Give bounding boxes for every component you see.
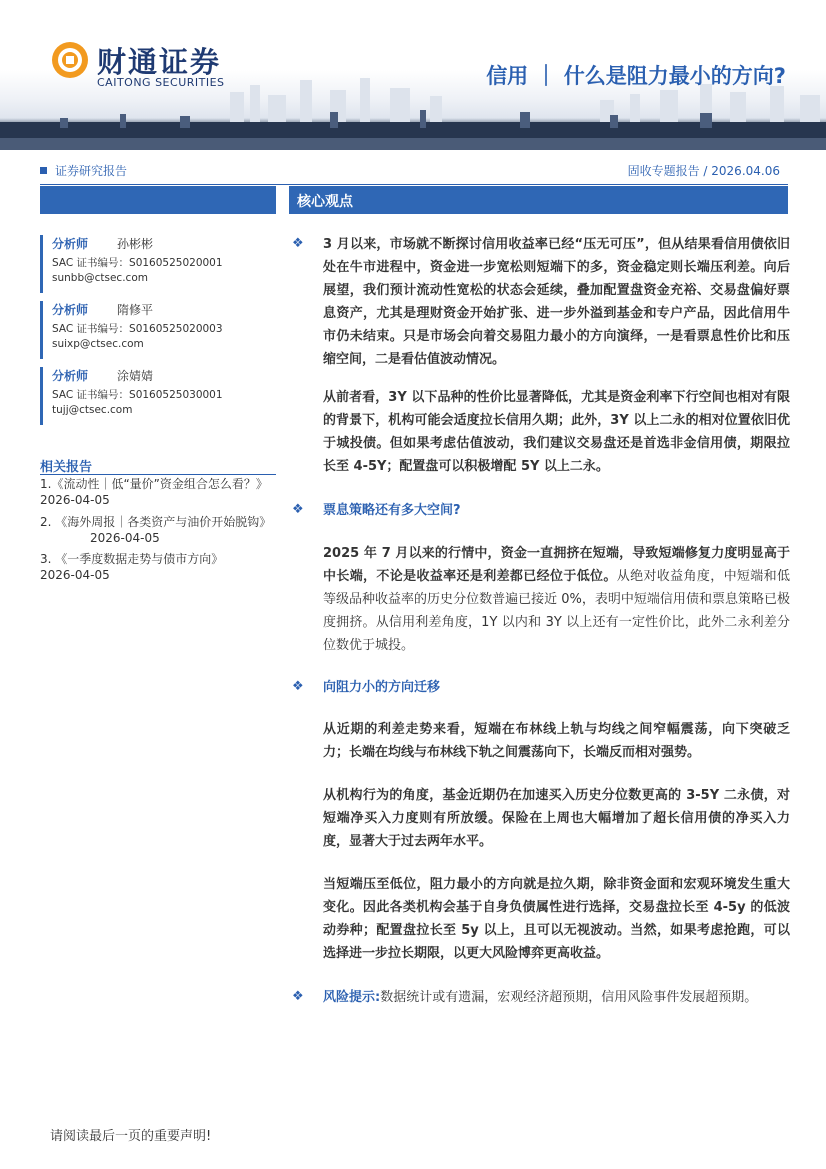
report-type-label: 证券研究报告 [55,164,128,178]
report-type [40,162,127,179]
core-view-header-bar [289,186,788,214]
core-paragraph: 当短端压至低位，阻力最小的方向就是拉久期，除非资金面和宏观环境发生重大变化。因此各类机构会基于自身负债属性进行选择，交易盘拉长至 4-5y 的低波动券种；配置盘拉长至 5y 以上，且可以无视波动。当然，如果考虑抢跑，可以选择进一步拉长期限，以更大风险博弈更高收益。 [323,877,790,961]
coupon-strategy-paragraph [323,542,790,657]
diamond-bullet-icon: ❖ [292,679,304,694]
analyst-sac: SAC 证书编号：S0160525020003 [52,323,223,335]
square-bullet-icon [40,167,47,174]
risk-label: 风险提示: [323,990,381,1005]
brand-name-cn: 财通证券 [97,45,222,79]
related-reports-title: 相关报告 [40,456,276,475]
caitong-logo-icon [50,40,90,80]
related-report-date: 2026-04-05 [40,568,110,582]
risk-warning [323,986,757,1005]
related-report-date: 2026-04-05 [40,493,110,507]
analyst-sac: SAC 证书编号：S0160525020001 [52,257,223,269]
core-paragraph: 从机构行为的角度，基金近期仍在加速买入历史分位数更高的 3-5Y 二永债，对短端净买入力度则有所放缓。保险在上周也大幅增加了超长信用债的净买入力度，显著大于过去两年水平。 [323,788,790,849]
diamond-bullet-icon: ❖ [292,989,304,1004]
report-meta-line [40,160,788,185]
analyst-email[interactable]: tujj@ctsec.com [52,404,133,416]
core-view-title: 核心观点 [297,194,353,210]
risk-text: 数据统计或有遗漏，宏观经济超预期，信用风险事件发展超预期。 [380,990,758,1005]
sidebar-header-bar [40,186,276,214]
diamond-bullet-icon: ❖ [292,502,304,517]
analyst-name: 孙彬彬 [117,237,154,251]
paragraph-rest: 从绝对收益角度，中短端和低等级品种收益率的历史分位数普遍已接近 0%，表明中短端信用债和票息策略已极度拥挤。从信用利差角度，1Y 以内和 3Y 以上还有一定性价比，此外二永利差分位数优于城投。 [323,569,790,653]
core-paragraph: 从近期的利差走势来看，短端在布林线上轨与均线之间窄幅震荡，向下突破乏力；长端在均线与布林线下轨之间震荡向下，长端反而相对强势。 [323,722,790,760]
brand-name-en: CAITONG SECURITIES [97,76,225,89]
diamond-bullet-icon: ❖ [292,236,304,251]
analyst-role: 分析师 [52,303,89,317]
analyst-role: 分析师 [52,237,89,251]
paragraph-bold-lead: 2025 年 7 月以来的行情中，资金一直拥挤在短端，导致短端修复力度明显高于中长端，不论是收益率还是利差都已经位于低位。 [323,546,790,584]
related-report-link[interactable]: 3. 《一季度数据走势与债市方向》 [40,552,224,566]
section-heading: 票息策略还有多大空间? [323,503,461,518]
core-paragraph: 从前者看，3Y 以下品种的性价比显著降低，尤其是资金利率下行空间也相对有限的背景下，机构可能会适度拉长信用久期；此外，3Y 以上二永的相对位置依旧优于城投债。但如果考虑估值波动，我们建议交易盘还是首选非金信用债，期限拉长至 4-5Y；配置盘可以积极增配 5Y 以上二永。 [323,390,790,474]
analyst-role: 分析师 [52,369,89,383]
analyst-card [40,235,279,293]
analyst-email[interactable]: sunbb@ctsec.com [52,272,148,284]
analyst-sac: SAC 证书编号：S0160525030001 [52,389,223,401]
report-title: 信用 ｜ 什么是阻力最小的方向? [486,64,786,88]
analyst-email[interactable]: suixp@ctsec.com [52,338,144,350]
report-date: 固收专题报告 / 2026.04.06 [627,164,780,178]
core-paragraph: 3 月以来，市场就不断探讨信用收益率已经“压无可压”，但从结果看信用债依旧处在牛市进程中，资金进一步宽松则短端下的多，资金稳定则长端压利差。向后展望，我们预计流动性宽松的状态会延续，叠加配置盘资金充裕、交易盘偏好票息资产，尤其是理财资金开始扩张、进一步外溢到基金和专户产品，因此信用牛市仍未结束。只是市场会向着交易阻力最小的方向演绎，一是看票息性价比和压缩空间，二是看估值波动情况。 [323,237,790,367]
analyst-name: 隋修平 [117,303,154,317]
analyst-card [40,301,279,359]
header-banner [0,0,826,150]
footer-disclaimer-note: 请阅读最后一页的重要声明! [50,1129,212,1144]
related-report-date: 2026-04-05 [90,531,160,545]
section-heading: 向阻力小的方向迁移 [323,680,441,695]
analyst-name: 涂婧婧 [117,369,154,383]
related-report-link[interactable]: 1.《流动性｜低“量价”资金组合怎么看？》 [40,477,268,491]
analyst-card [40,367,279,425]
related-report-link[interactable]: 2. 《海外周报｜各类资产与油价开始脱钩》 [40,515,272,529]
